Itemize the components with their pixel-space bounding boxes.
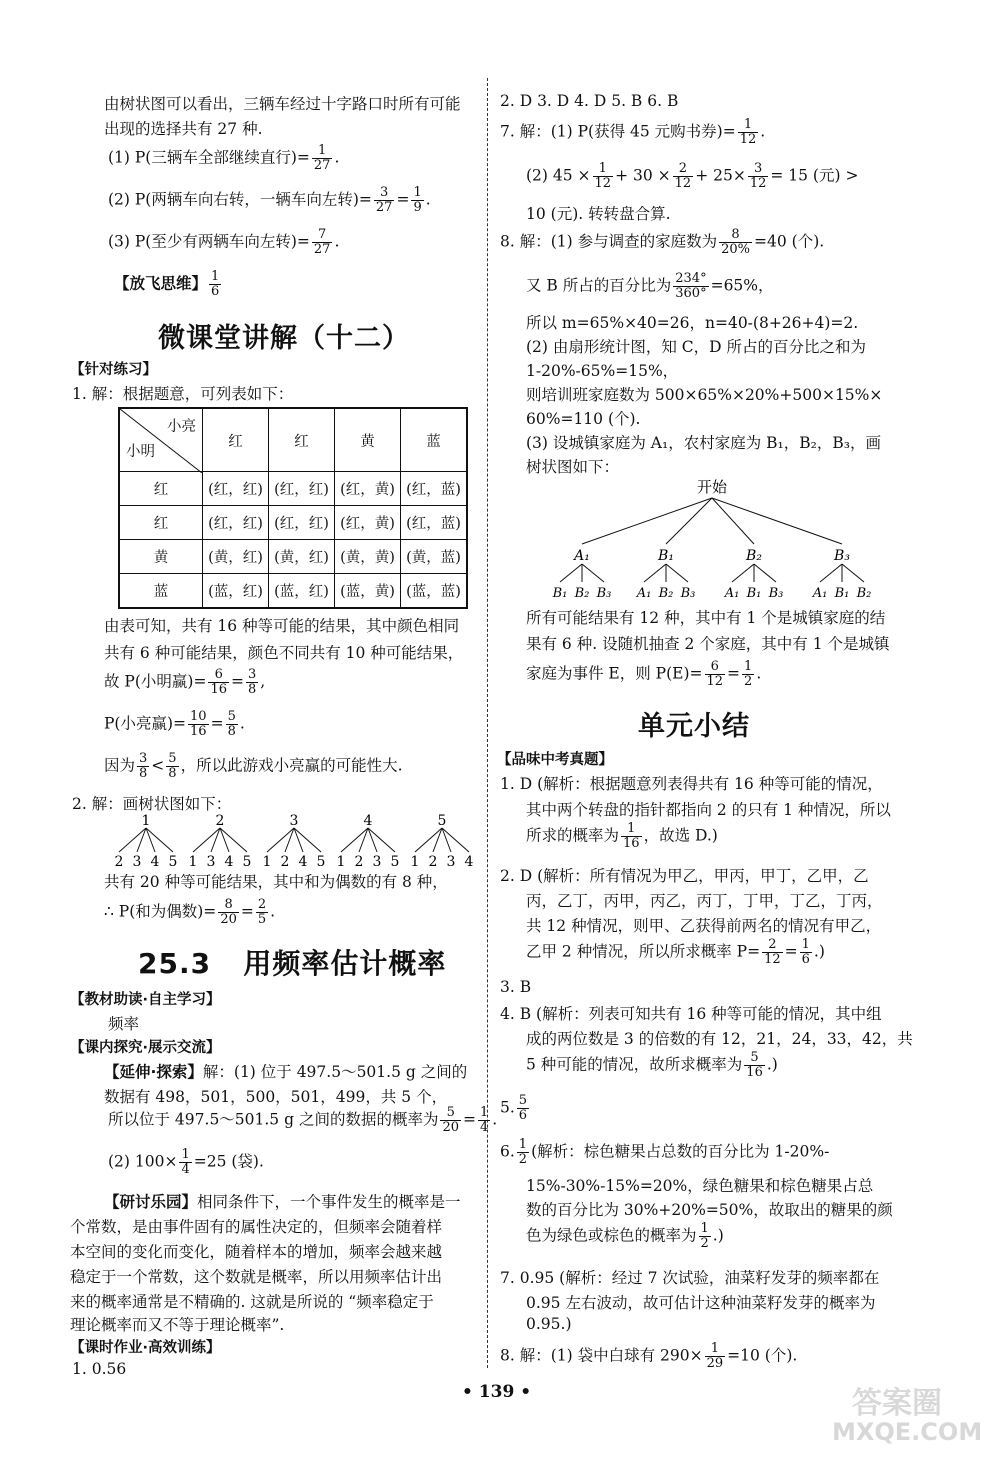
tree-leaf-label: 1 [410,854,420,870]
tree-leaf-label: A₁ [636,586,652,601]
tree-leaf-label: 1 [262,854,272,870]
table-cell: (蓝，黄) [335,574,401,609]
q8-line-9: 树状图如下： [526,458,620,476]
q8-line-10: 所有可能结果有 12 种，其中有 1 个是城镇家庭的结 [526,609,886,627]
fraction: $\frac{2}{5}$ [257,897,267,927]
tree-root-label: 5 [437,813,447,829]
tree-leaf-label: B₂ [574,586,590,601]
tree-leaf-label: 1 [336,854,346,870]
pinlv-answer: 频率 [108,1015,140,1033]
fraction: $\frac{1}{29}$ [706,1341,724,1371]
tree-root-label: 2 [215,813,225,829]
section-title-weiketang: 微课堂讲解（十二） [158,323,410,354]
tree-leaf-label: 1 [188,854,198,870]
after-table-line-2: 共有 6 种可能结果，颜色不同共有 10 种可能结果， [104,644,464,662]
fraction: $\frac{7}{27}$ [313,227,331,257]
a1-line-2: 其中两个转盘的指针都指向 2 的只有 1 种情况，所以 [526,801,891,819]
tree-leaf-label: B₃ [596,586,612,601]
tree-leaf-label: 5 [242,854,252,870]
tree-branch [820,564,842,582]
yantao-line-6: 理论概率而又不等于理论概率”. [70,1316,285,1334]
a2-line-1: 2. D (解析：所有情况为甲乙，甲丙，甲丁，乙甲，乙 [500,867,869,885]
tree-root-label: 4 [363,813,373,829]
a4-line-2: 成的两位数是 3 的倍数的有 12，21，24，33，42，共 [526,1030,913,1048]
fraction: $\frac{8}{20\%}$ [721,227,751,257]
probability-line-2: (2) P(两辆车向右转，一辆车向左转)= $\frac{3}{27}$ = $\frac{1}{9}$ . [108,185,431,215]
a7-line-3: 0.95.) [526,1315,572,1333]
probability-line-3: (3) P(至少有两辆车向左转)= $\frac{7}{27}$ . [108,227,340,257]
fraction: $\frac{3}{27}$ [375,185,393,215]
kenei-heading: 【课内探究·展示交流】 [70,1040,221,1056]
fraction: $\frac{3}{12}$ [749,161,767,191]
tree-leaf-label: 4 [150,854,160,870]
tree-conclusion-line-1: 由树状图可以看出，三辆车经过十字路口时所有可能 [104,95,461,113]
a4-line-1: 4. B (解析：列表可知共有 16 种等可能的情况，其中组 [500,1005,882,1023]
q2-intro: 2. 解：画树状图如下： [72,795,232,813]
tree-branch [712,498,754,544]
q8-line-2: 又 B 所占的百分比为 $\frac{234^\circ}{360^\circ}$ =65%， [526,271,774,301]
fangfei-label: 【放飞思维】 [114,274,208,293]
row-header: 黄 [119,540,203,574]
table-row [119,472,467,506]
fraction: $\frac{1}{2}$ [700,1221,709,1251]
yanshen-line-4: (2) 100× $\frac{1}{4}$ =25 (袋). [108,1147,264,1177]
q8-line-7: 60%=110 (个). [526,410,641,428]
table-row [119,506,467,540]
row-header: 红 [119,506,203,540]
keshi-heading: 【课时作业·高效训练】 [70,1340,221,1356]
fraction: $\frac{1}{12}$ [594,161,612,191]
pinwei-heading: 【品味中考真题】 [497,752,613,768]
table-cell: (红，蓝) [401,506,468,540]
tree-leaf-label: 5 [316,854,326,870]
column-divider [487,78,488,1368]
tree-leaf-label: 2 [280,854,290,870]
family-tree-diagram [540,476,880,602]
tree-leaf-label: B₁ [552,586,568,601]
a6-line-1: 6. $\frac{1}{2}$ (解析：棕色糖果占总数的百分比为 1-20%- [500,1137,830,1167]
a2-line-3: 共 12 种情况，则甲、乙获得前两名的情况有甲乙， [526,917,882,935]
fraction: $\frac{10}{16}$ [190,709,207,739]
comparison-line: 因为 $\frac{3}{8}$ < $\frac{5}{8}$ ，所以此游戏小亮赢的可能性大. [104,751,403,781]
tree-leaf-label: 3 [446,854,456,870]
unit-summary-title: 单元小结 [638,711,750,742]
yantao-line-4: 稳定于一个常数，这个数就是概率，所以用频率估计出 [70,1268,443,1286]
table-cell: (红，黄) [335,506,401,540]
a4-line-3: 5 种可能的情况，故所求概率为 $\frac{5}{16}$ .) [526,1050,778,1080]
q8-line-11: 果有 6 种. 设随机抽查 2 个家庭，其中有 1 个是城镇 [526,635,890,653]
col-header: 红 [269,408,335,472]
yantao-line-5: 来的概率通常是不精确的. 这就是所说的 “频率稳定于 [70,1293,434,1311]
table-cell: (蓝，红) [269,574,335,609]
q8-line-6: 则培训班家庭数为 500×65%×20%+500×15%× [526,386,883,404]
table-cell: (红，红) [269,506,335,540]
col-header: 黄 [335,408,401,472]
q7-line-2: (2) 45 × $\frac{1}{12}$ + 30 × $\frac{2}{12}$ + 25× $\frac{3}{12}$ = 15 (元) > [526,161,859,191]
sum-tree-diagram [108,812,478,870]
fraction: $\frac{1}{2}$ [744,659,753,689]
a1-line-1: 1. D (解析：根据题意列表得共有 16 种等可能的情况， [500,775,883,793]
table-cell: (蓝，蓝) [401,574,468,609]
tree-branch [754,564,776,582]
tree-leaf-label: A₁ [724,586,740,601]
fraction: $\frac{2}{12}$ [674,161,692,191]
tree-leaf-label: B₁ [834,586,850,601]
table-cell: (黄，红) [203,540,269,574]
a6-line-4: 色为绿色或棕色的概率为 $\frac{1}{2}$ .) [526,1221,724,1251]
probability-line-1: (1) P(三辆车全部继续直行)= $\frac{1}{27}$ . [108,143,340,173]
fraction: $\frac{3}{8}$ [248,667,257,697]
yantao-line-3: 本空间的变化而变化，随着样本的增加，频率会越来越 [70,1243,443,1261]
tree-branch [842,564,864,582]
watermark-logo: 答案圈 [852,1386,942,1421]
q8-line-8: (3) 设城镇家庭为 A₁，农村家庭为 B₁，B₂，B₃，画 [526,434,881,452]
tree-leaf-label: 3 [132,854,142,870]
table-row [119,574,467,609]
fangfei-answer [114,270,223,299]
tree-leaf-label: 2 [428,854,438,870]
fraction: $\frac{5}{8}$ [168,751,177,781]
row-header: 蓝 [119,574,203,609]
keshi-answer-1: 1. 0.56 [72,1360,127,1378]
yantao-line-2: 个常数，是由事件固有的属性决定的，但频率会随着样 [70,1218,443,1236]
fraction: $\frac{1}{9}$ [413,185,422,215]
fraction: $\frac{1}{27}$ [313,143,331,173]
color-outcome-table [118,407,468,609]
a7-line-2: 0.95 左右波动，故可估计这种油菜籽发芽的概率为 [526,1294,876,1312]
tree-start-label: 开始 [696,478,728,496]
col-header: 蓝 [401,408,468,472]
tree-leaf-label: 4 [464,854,474,870]
tree-leaf-label: 5 [390,854,400,870]
tree-node-label: A₁ [574,548,590,564]
tree-leaf-label: B₃ [768,586,784,601]
table-cell: (红，红) [203,472,269,506]
fraction: $\frac{5}{16}$ [746,1050,763,1080]
tree-branch [644,564,666,582]
tree-leaf-label: B₂ [658,586,674,601]
fraction: $\frac{3}{8}$ [139,751,148,781]
q1-intro: 1. 解：根据题意，可列表如下： [72,385,294,403]
table-corner: 小亮 小明 [119,408,203,472]
tree-node-label: B₂ [746,548,762,564]
tree-node-label: B₁ [658,548,674,564]
q7-line-1: 7. 解：(1) P(获得 45 元购书券)= $\frac{1}{12}$ . [500,117,766,147]
a8-line-1: 8. 解：(1) 袋中白球有 290× $\frac{1}{29}$ =10 (个). [500,1341,798,1371]
fraction: $\frac{1}{6}$ [801,937,810,967]
fraction: $\frac{5}{8}$ [227,709,236,739]
tree-branch [666,564,688,582]
col-header: 红 [203,408,269,472]
fraction: $\frac{1}{2}$ [518,1137,528,1167]
row-header: 红 [119,472,203,506]
tree-leaf-label: 3 [206,854,216,870]
q7-line-3: 10 (元). 转转盘合算. [526,205,671,223]
yanshen-line-1: 【延伸·探索】解：(1) 位于 497.5～501.5 g 之间的 [104,1063,468,1081]
yantao-line-1: 【研讨乐园】相同条件下，一个事件发生的概率是一 [104,1193,461,1211]
xiaoming-probability: 故 P(小明赢)= $\frac{6}{16}$ = $\frac{3}{8}$ , [104,667,266,697]
fraction: $\frac{234^\circ}{360^\circ}$ [675,271,707,301]
xiaoliang-probability: P(小亮赢)= $\frac{10}{16}$ = $\frac{5}{8}$ . [104,709,245,739]
answers-2-6: 2. D 3. D 4. D 5. B 6. B [500,92,679,110]
tree-conclusion-line-2: 出现的选择共有 27 种. [104,120,263,138]
table-cell: (蓝，红) [203,574,269,609]
table-cell: (黄，蓝) [401,540,468,574]
fraction: $\frac{5}{20}$ [442,1105,459,1135]
jiaocai-heading: 【教材助读·自主学习】 [70,992,221,1008]
tree-leaf-label: 4 [298,854,308,870]
fraction: $\frac{5}{6}$ [518,1093,528,1123]
fraction: $\frac{6}{16}$ [210,667,227,697]
a2-line-2: 丙，乙丁，丙甲，丙乙，丙丁，丁甲，丁乙，丁丙， [526,892,883,910]
a2-line-4: 乙甲 2 种情况，所以所求概率 P= $\frac{2}{12}$ = $\frac{1}{6}$ .) [526,937,825,967]
section-title-25-3: 25.3 用频率估计概率 [138,947,447,980]
q8-line-3: 所以 m=65%×40=26，n=40-(8+26+4)=2. [526,314,859,332]
after-table-line-1: 由表可知，共有 16 种等可能的结果，其中颜色相同 [104,617,460,635]
tree-leaf-label: B₂ [856,586,872,601]
tree-root-label: 1 [141,813,151,829]
tree-leaf-label: B₁ [746,586,762,601]
tree-branch [560,564,582,582]
table-cell: (红，蓝) [401,472,468,506]
a5-line: 5. $\frac{5}{6}$ [500,1093,528,1123]
a7-line-1: 7. 0.95 (解析：经过 7 次试验，油菜籽发芽的频率都在 [500,1269,880,1287]
q8-line-12: 家庭为事件 E，则 P(E)= $\frac{6}{12}$ = $\frac{1}{2}$ . [526,659,762,689]
fraction: $\frac{2}{12}$ [764,937,781,967]
yanshen-line-3: 所以位于 497.5～501.5 g 之间的数据的概率为 $\frac{5}{20}$ = $\frac{1}{4}$ . [108,1105,498,1135]
tree-leaf-label: 2 [354,854,364,870]
q8-line-5: 1-20%-65%=15%， [526,362,679,380]
tree-branch [582,498,712,544]
a6-line-2: 15%-30%-15%=20%，绿色糖果和棕色糖果占总 [526,1177,874,1195]
tree-leaf-label: A₁ [812,586,828,601]
table-cell: (红，黄) [335,472,401,506]
zhendui-heading: 【针对练习】 [70,362,157,378]
table-row [119,540,467,574]
yanshen-line-2: 数据有 498，501，500，501，499，共 5 个， [104,1088,448,1106]
fraction: $\frac{1}{4}$ [480,1105,489,1135]
q2-result: 共有 20 种等可能结果，其中和为偶数的有 8 种， [104,873,448,891]
page-number: • 139 • [462,1382,532,1402]
table-cell: (红，红) [203,506,269,540]
fraction: $\frac{1}{4}$ [181,1147,190,1177]
tree-root-label: 3 [289,813,299,829]
fraction: $\frac{1}{6}$ [211,269,220,299]
tree-branch [666,498,712,544]
tree-leaf-label: B₃ [680,586,696,601]
watermark-url: MXQE.COM [832,1418,983,1446]
even-sum-probability: ∴ P(和为偶数)= $\frac{8}{20}$ = $\frac{2}{5}$ . [104,897,276,927]
table-cell: (黄，黄) [335,540,401,574]
tree-leaf-label: 5 [168,854,178,870]
table-cell: (红，红) [269,472,335,506]
q8-line-4: (2) 由扇形统计图，知 C，D 所占的百分比之和为 [526,338,867,356]
fraction: $\frac{6}{12}$ [706,659,724,689]
fraction: $\frac{1}{16}$ [623,821,640,851]
fraction: $\frac{1}{12}$ [739,117,757,147]
q8-line-1: 8. 解：(1) 参与调查的家庭数为 $\frac{8}{20\%}$ =40 (个). [500,227,825,257]
tree-leaf-label: 3 [372,854,382,870]
a1-line-3: 所求的概率为 $\frac{1}{16}$ ，故选 D.) [526,821,718,851]
tree-branch [732,564,754,582]
a3-line: 3. B [500,978,532,996]
fraction: $\frac{8}{20}$ [220,897,237,927]
table-cell: (黄，红) [269,540,335,574]
tree-leaf-label: 4 [224,854,234,870]
tree-leaf-label: 2 [114,854,124,870]
a6-line-3: 数的百分比为 30%+20%=50%，故取出的糖果的颜 [526,1201,893,1219]
tree-node-label: B₃ [834,548,850,564]
tree-branch [712,498,842,544]
tree-branch [582,564,604,582]
